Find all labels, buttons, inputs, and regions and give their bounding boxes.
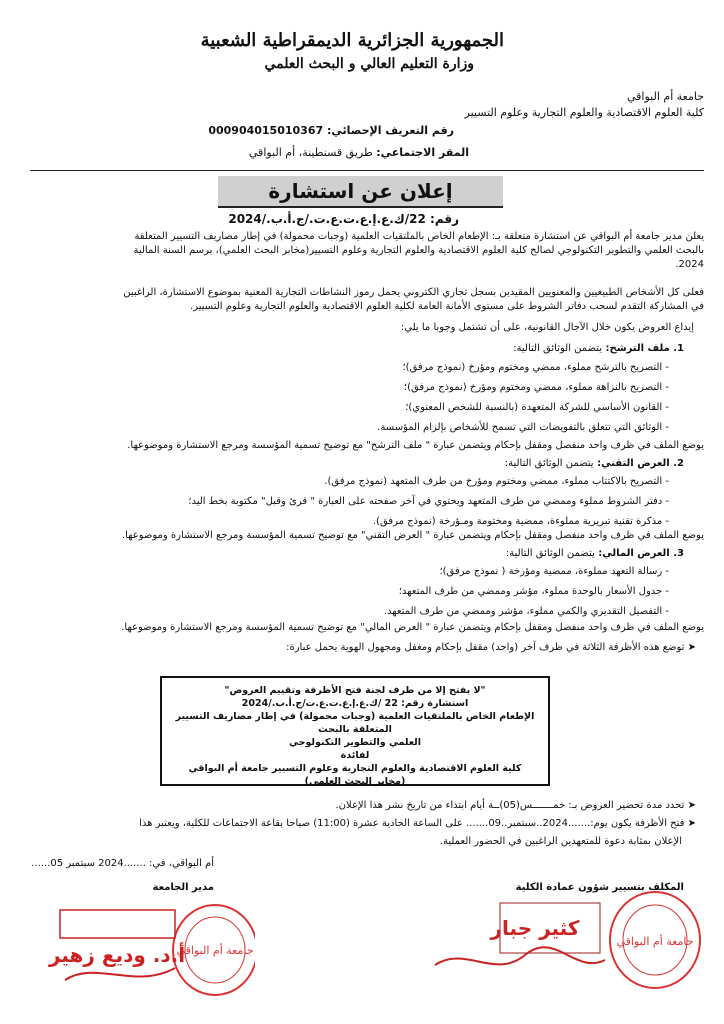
section-closing: يوضع الملف في ظرف واحد منفصل ومقفل بإحكام ويتضمن عبارة " العرض التقني" مع توضيح تسمية المؤسسة ومرجع الاستشارة وموضوعها.	[121, 530, 704, 541]
office-label: المكلف بتسيير شؤون عمادة الكلية	[515, 882, 684, 893]
intro-line: بالبحث العلمي والتطوير التكنولوجي لصالح كلية العلوم الاقتصادية والعلوم التجارية وعلوم التسيير(مخابر البحث العلمي)، برسم السنة المالية	[133, 245, 704, 256]
place-date: أم البواقي، في: .......2024 سبتمبر 05......	[31, 858, 214, 869]
tax-id-label: رقم التعريف الإحصائي:	[326, 124, 454, 137]
director-name: أ.د. وديع زهير	[48, 943, 186, 967]
intro-line: يعلن مدير جامعة أم البواقي عن استشارة متعلقة بـ: الإطعام الخاص بالملتقيات العلمية (وجبات محمولة) في إطار مصاريف التسيير المتعلقة	[134, 231, 704, 242]
signature-stroke	[435, 947, 605, 965]
stamp-text: جامعة أم البواقي	[616, 935, 694, 948]
address-label: المقر الاجتماعي:	[376, 146, 469, 159]
arrow-bullet-icon: ➤	[687, 800, 696, 811]
stamp-text: جامعة أم البواقي	[176, 944, 254, 957]
tax-id-value: 000904015010367	[208, 124, 324, 137]
section-subtitle: يتضمن الوثائق التالية:	[505, 548, 595, 559]
opening-line-2: الإعلان بمثابة دعوة للمتعهدين الراغبين في الحضور العملية.	[439, 836, 682, 847]
list-item: - القانون الأساسي للشركة المتعهدة (بالنسبة للشخص المعنوي)؛	[405, 402, 669, 413]
arrow-bullet-icon: ➤	[687, 818, 696, 829]
office-stamp-signature	[425, 885, 705, 995]
section-subtitle: يتضمن الوثائق التالية:	[513, 343, 603, 354]
envelope-note	[286, 642, 696, 653]
list-item: - دفتر الشروط مملوء وممضي من طرف المتعهد ويحتوي في آخر صفحته على العبارة " قرئ وقبل" مكتوبة بخط اليد؛	[188, 496, 669, 507]
section-number: 1.	[673, 343, 684, 354]
arrow-bullet-icon: ➤	[687, 642, 696, 653]
opening-text: فتح الأظرفة يكون يوم:.......2024..سبتمبر..09....... على الساعة الحادية عشرة (11:00) صباحا بقاعة الاجتماعات للكلية، ويعتبر هذا	[139, 818, 685, 829]
intro-line: 2024.	[675, 259, 704, 270]
address	[249, 146, 469, 159]
intro-paragraph	[40, 230, 704, 272]
box-line: لفائدة	[340, 750, 370, 761]
box-line: الإطعام الخاص بالملتقيات العلمية (وجبات محمولة) في إطار مصاريف التسيير المتعلقة بالبحث	[175, 711, 535, 735]
invite-line: فعلى كل الأشخاص الطبيعيين والمعنويين المقيدين بسجل تجاري الكتروني يحمل رموز النشاطات التجارية المعنية بموضوع الاستشارة، الراغبين	[123, 287, 704, 298]
section-closing: يوضع الملف في ظرف واحد منفصل ومقفل بإحكام ويتضمن عبارة " ملف الترشح" مع توضيح تسمية المؤسسة ومرجع الاستشارة وموضوعها.	[127, 440, 704, 451]
office-name: كثير جبار	[490, 916, 580, 940]
section-subtitle: يتضمن الوثائق التالية:	[504, 458, 594, 469]
director-label: مدير الجامعة	[152, 882, 214, 893]
section-title: العرض المالي:	[598, 548, 670, 559]
list-item: - مذكرة تقنية تبريرية مملوءة، ممضية ومختومة ومـؤرخة (نموذج مرفق).	[372, 516, 669, 527]
invite-paragraph	[40, 286, 704, 314]
rect-stamp	[60, 910, 175, 938]
section-candidacy-heading	[513, 343, 684, 354]
section-financial-heading	[506, 548, 684, 559]
list-item: - جدول الأسعار بالوحدة مملوء، مؤشر وممضي من طرف المتعهد؛	[398, 586, 669, 597]
list-item: - التصريح بالترشح مملوء، ممضي ومختوم ومؤرخ (نموذج مرفق)؛	[402, 362, 669, 373]
invite-line: في المشاركة التقدم لسحب دفاتر الشروط على مستوى الأمانة العامة لكلية العلوم الاقتصادية والعلوم التجارية وعلوم التسيير.	[190, 301, 704, 312]
list-item: - التصريح بالاكتتاب مملوء، ممضي ومختوم ومؤرخ من طرف المتعهد (نموذج مرفق).	[324, 476, 669, 487]
section-number: 3.	[673, 548, 684, 559]
section-technical-heading	[505, 458, 684, 469]
address-value: طريق قسنطينة، أم البواقي	[248, 146, 373, 159]
deadline-line	[335, 800, 696, 811]
box-line: العلمي والتطوير التكنولوجي	[289, 737, 421, 748]
section-title: ملف الترشح:	[605, 343, 670, 354]
section-number: 2.	[673, 458, 684, 469]
announcement-title: إعلان عن استشارة	[218, 176, 503, 208]
list-item: - الوثائق التي تتعلق بالتفويضات التي تسمح للأشخاص بإلزام المؤسسة.	[377, 422, 669, 433]
section-closing: يوضع الملف في ظرف واحد منفصل ومقفل بإحكام ويتضمن عبارة " العرض المالي" مع توضيح تسمية المؤسسة ومرجع الاستشارة وموضوعها.	[121, 622, 704, 633]
university-name: جامعة أم البواقي	[627, 90, 704, 103]
republic-heading: الجمهورية الجزائرية الديمقراطية الشعبية	[200, 30, 504, 51]
tax-id	[208, 124, 454, 137]
opening-line	[139, 818, 696, 829]
ministry-heading: وزارة التعليم العالي و البحث العلمي	[264, 56, 474, 72]
list-item: - التفصيل التقديري والكمي مملوء، مؤشر وممضي من طرف المتعهد.	[383, 606, 669, 617]
header-divider	[30, 170, 704, 171]
faculty-name: كلية العلوم الاقتصادية والعلوم التجارية وعلوم التسيير	[464, 106, 704, 119]
list-item: - رسالة التعهد مملوءة، ممضية ومؤرخة ( نموذج مرفق)؛	[439, 566, 669, 577]
signature-stroke	[65, 968, 175, 980]
reference-number: رقم: 22/ك.ع.إ.ع.ت.ع.ت./ج.أ.ب./2024	[228, 212, 459, 226]
deposit-line: إيداع العروض يكون خلال الآجال القانونية، على أن تشتمل وجوبا ما يلي:	[400, 322, 694, 333]
section-title: العرض التقني:	[597, 458, 670, 469]
deadline-text: تحدد مدة تحضير العروض بـ: خمـــــــس(05)ــة أيام ابتداء من تاريخ نشر هذا الإعلان.	[335, 800, 685, 811]
list-item: - التصريح بالنزاهة مملوء، ممضي ومختوم ومؤرخ (نموذج مرفق)؛	[403, 382, 669, 393]
box-line: "لا يفتح إلا من طرف لجنة فتح الأظرفة وتقييم العروض"	[224, 685, 486, 696]
box-line: استشارة رقم: 22 /ك.ع.إ.ع.ت.ع.ت/ج.أ.ب./2024	[241, 698, 469, 709]
director-stamp-signature	[45, 890, 255, 1000]
box-line: كلية العلوم الاقتصادية والعلوم التجارية وعلوم التسيير جامعة أم البواقي	[188, 763, 522, 774]
box-line: (مخابر البحث العلمي)	[304, 776, 406, 787]
envelope-label-box	[160, 676, 550, 786]
envelope-note-text: توضع هذه الأظرفة الثلاثة في ظرف آخر (واحد) مقفل بإحكام ومغفل ومجهول الهوية يحمل عبارة:	[286, 642, 685, 653]
